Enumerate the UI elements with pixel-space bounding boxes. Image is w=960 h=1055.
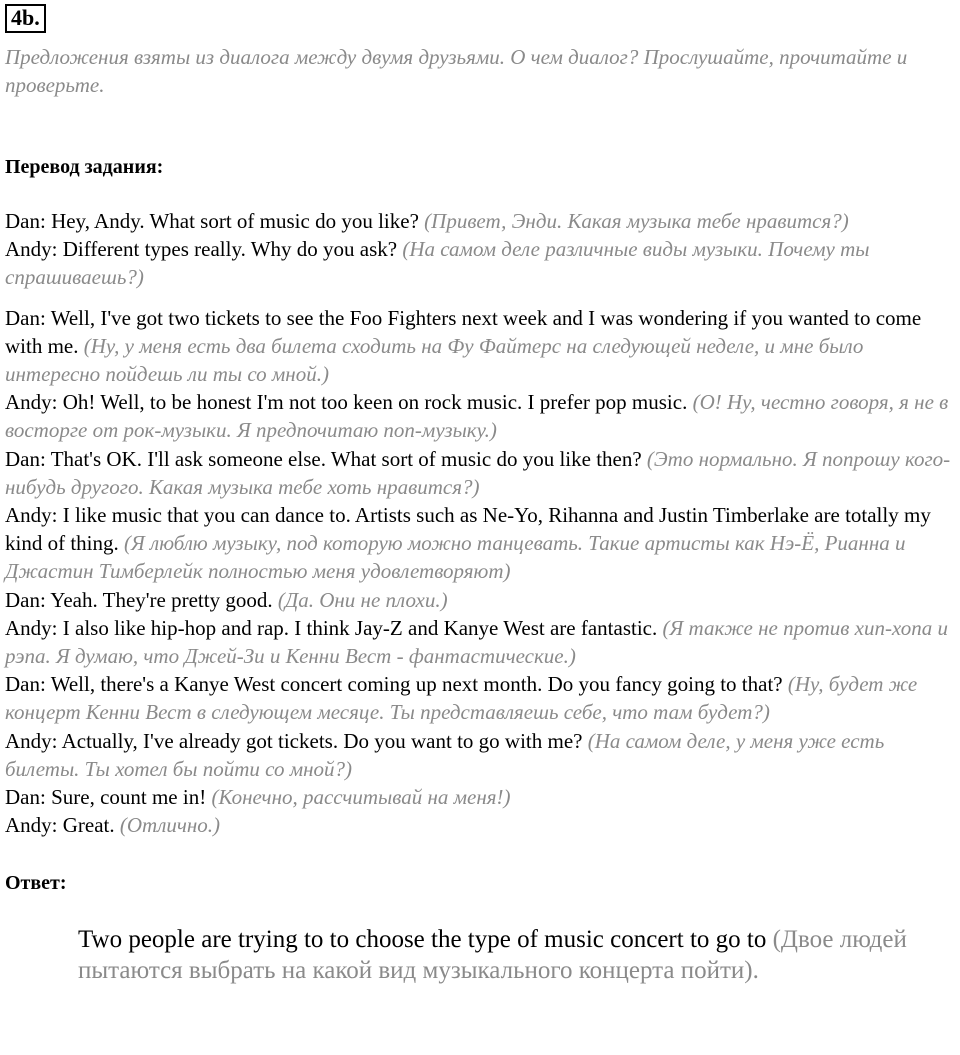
line-translation: (На самом деле различные виды музыки. Почему ты спрашиваешь?) [5, 237, 870, 290]
line-translation: (О! Ну, честно говоря, я не в восторге от рок-музыки. Я предпочитаю поп-музыку.) [5, 390, 949, 443]
line-english: Dan: Hey, Andy. What sort of music do you like? [5, 209, 419, 233]
line-translation: (Отлично.) [119, 813, 221, 838]
line-english: Dan: Well, there's a Kanye West concert coming up next month. Do you fancy going to that? [5, 672, 783, 697]
dialogue [5, 207, 960, 839]
line-translation: (Ну, будет же концерт Кенни Вест в следующем месяце. Ты представляешь себе, что там будет?) [5, 672, 918, 725]
document-page [5, 4, 957, 986]
dialogue-line [5, 783, 960, 811]
translation-heading: Перевод задания: [5, 156, 164, 178]
task-number: 4b. [5, 4, 46, 33]
line-english: Andy: Great. [5, 813, 115, 838]
line-english: Dan: That's OK. I'll ask someone else. What sort of music do you like then? [5, 446, 642, 471]
dialogue-line [5, 445, 960, 501]
line-english: Andy: I also like hip-hop and rap. I think Jay-Z and Kanye West are fantastic. [5, 615, 658, 640]
task-instruction: Предложения взяты из диалога между двумя друзьями. О чем диалог? Прослушайте, прочитайте и проверьте. [5, 45, 908, 97]
line-english: Andy: I like music that you can dance to. Artists such as Ne-Yo, Rihanna and Justin Timberlake are totally my kind of thing. [5, 503, 931, 556]
line-english: Dan: Sure, count me in! [5, 785, 207, 810]
line-translation: (Ну, у меня есть два билета сходить на Фу Файтерс на следующей неделе, и мне было интересно пойдешь ли ты со мной.) [5, 333, 864, 387]
dialogue-line [5, 207, 960, 235]
line-translation: (Я также не против хип-хопа и рэпа. Я думаю, что Джей-Зи и Кенни Вест - фантастические.) [5, 615, 948, 669]
line-english: Dan: Yeah. They're pretty good. [5, 587, 273, 612]
line-translation: (Да. Они не плохи.) [277, 587, 448, 612]
answer-text [78, 924, 958, 986]
answer-english: Two people are trying to to choose the type of music concert to go to [78, 926, 767, 954]
line-translation: (На самом деле, у меня уже есть билеты. Ты хотел бы пойти со мной?) [5, 728, 885, 781]
line-translation: (Я люблю музыку, под которую можно танцевать. Такие артисты как Нэ-Ё, Рианна и Джастин Тимберлейк полностью меня удовлетворяют) [5, 531, 906, 584]
line-english: Andy: Oh! Well, to be honest I'm not too keen on rock music. I prefer pop music. [5, 390, 688, 415]
answer-translation: (Двое людей пытаются выбрать на какой вид музыкального концерта пойти). [78, 926, 907, 985]
answer-heading: Ответ: [5, 872, 67, 895]
dialogue-line [5, 501, 960, 586]
line-translation: (Привет, Энди. Какая музыка тебе нравится?) [424, 209, 849, 233]
line-translation: (Конечно, рассчитывай на меня!) [211, 785, 511, 810]
line-translation: (Это нормально. Я попрошу кого-нибудь другого. Какая музыка тебе хоть нравится?) [5, 446, 951, 499]
dialogue-line [5, 614, 960, 670]
dialogue-line [5, 388, 960, 444]
line-english: Dan: Well, I've got two tickets to see the Foo Fighters next week and I was wondering if you wanted to come with me. [5, 305, 922, 358]
dialogue-line [5, 304, 960, 389]
line-english: Andy: Different types really. Why do you ask? [5, 237, 398, 262]
dialogue-line [5, 811, 960, 839]
line-english: Andy: Actually, I've already got tickets. Do you want to go with me? [5, 728, 583, 753]
dialogue-line [5, 586, 960, 614]
dialogue-line [5, 235, 960, 291]
dialogue-line [5, 727, 960, 783]
dialogue-line [5, 670, 960, 726]
